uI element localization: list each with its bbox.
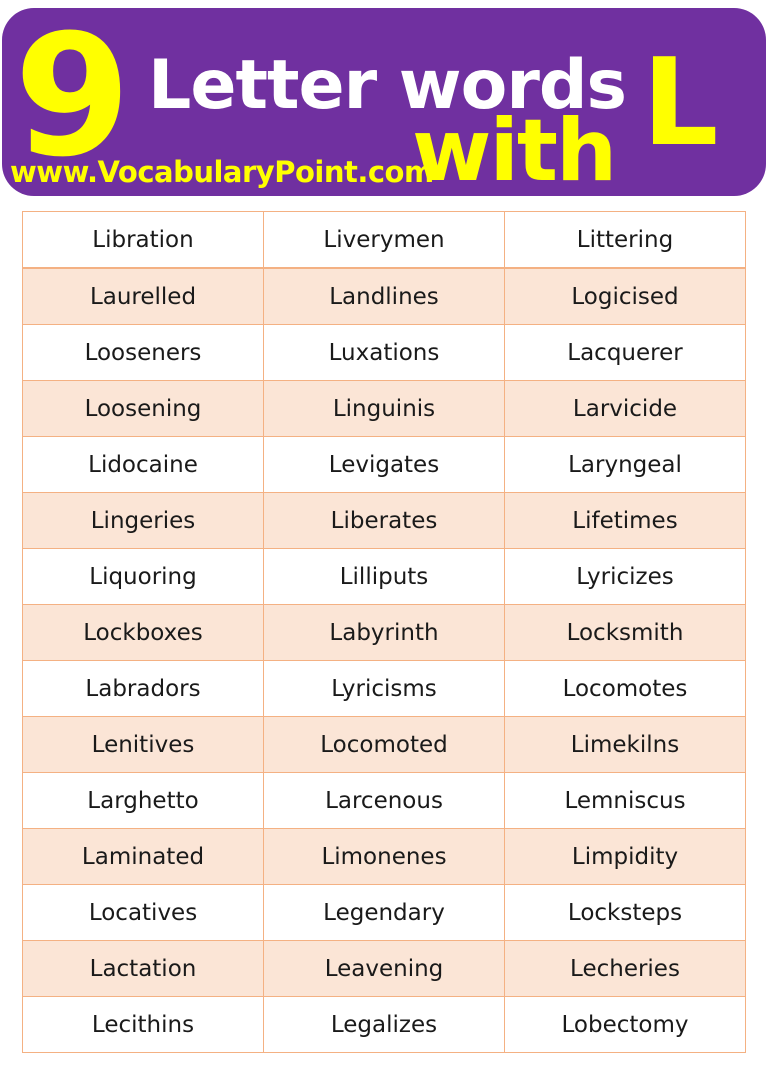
word-cell: Looseners — [23, 325, 264, 381]
title-letter-l: L — [642, 34, 719, 173]
title-banner — [2, 8, 766, 196]
word-cell: Landlines — [264, 268, 505, 325]
word-cell: Laminated — [23, 829, 264, 885]
word-cell: Lidocaine — [23, 437, 264, 493]
word-cell: Liquoring — [23, 549, 264, 605]
word-cell: Laurelled — [23, 268, 264, 325]
word-cell: Luxations — [264, 325, 505, 381]
table-row — [23, 605, 746, 661]
word-cell: Lacquerer — [505, 325, 746, 381]
word-cell: Lilliputs — [264, 549, 505, 605]
word-cell: Littering — [505, 212, 746, 269]
word-cell: Levigates — [264, 437, 505, 493]
word-cell: Lockboxes — [23, 605, 264, 661]
word-cell: Leavening — [264, 941, 505, 997]
word-cell: Logicised — [505, 268, 746, 325]
word-cell: Legalizes — [264, 997, 505, 1053]
word-cell: Laryngeal — [505, 437, 746, 493]
title-letter-words: Letter words — [148, 46, 627, 125]
word-cell: Lecheries — [505, 941, 746, 997]
table-row — [23, 773, 746, 829]
word-cell: Lifetimes — [505, 493, 746, 549]
table-row — [23, 212, 746, 269]
word-cell: Locatives — [23, 885, 264, 941]
word-cell: Larcenous — [264, 773, 505, 829]
word-cell: Locomoted — [264, 717, 505, 773]
table-row — [23, 885, 746, 941]
table-row — [23, 717, 746, 773]
word-cell: Lemniscus — [505, 773, 746, 829]
word-cell: Lecithins — [23, 997, 264, 1053]
table-row — [23, 997, 746, 1053]
word-cell: Locksmith — [505, 605, 746, 661]
word-cell: Locksteps — [505, 885, 746, 941]
table-row — [23, 325, 746, 381]
table-row — [23, 941, 746, 997]
table-row — [23, 437, 746, 493]
word-cell: Lenitives — [23, 717, 264, 773]
table-row — [23, 268, 746, 325]
table-row — [23, 661, 746, 717]
word-table-body — [23, 212, 746, 1053]
word-cell: Liverymen — [264, 212, 505, 269]
website-url: www.VocabularyPoint.com — [10, 155, 434, 189]
word-cell: Liberates — [264, 493, 505, 549]
table-row — [23, 381, 746, 437]
word-cell: Lyricizes — [505, 549, 746, 605]
word-table — [22, 211, 746, 1053]
word-cell: Lactation — [23, 941, 264, 997]
table-row — [23, 549, 746, 605]
word-cell: Linguinis — [264, 381, 505, 437]
word-cell: Larvicide — [505, 381, 746, 437]
title-with: with — [412, 101, 616, 196]
word-cell: Legendary — [264, 885, 505, 941]
word-cell: Libration — [23, 212, 264, 269]
table-row — [23, 829, 746, 885]
word-cell: Labradors — [23, 661, 264, 717]
word-cell: Lingeries — [23, 493, 264, 549]
word-cell: Limonenes — [264, 829, 505, 885]
number-nine: 9 — [14, 8, 131, 194]
word-cell: Limpidity — [505, 829, 746, 885]
word-cell: Limekilns — [505, 717, 746, 773]
table-row — [23, 493, 746, 549]
word-cell: Lyricisms — [264, 661, 505, 717]
word-cell: Loosening — [23, 381, 264, 437]
word-cell: Lobectomy — [505, 997, 746, 1053]
word-cell: Larghetto — [23, 773, 264, 829]
word-cell: Labyrinth — [264, 605, 505, 661]
word-cell: Locomotes — [505, 661, 746, 717]
